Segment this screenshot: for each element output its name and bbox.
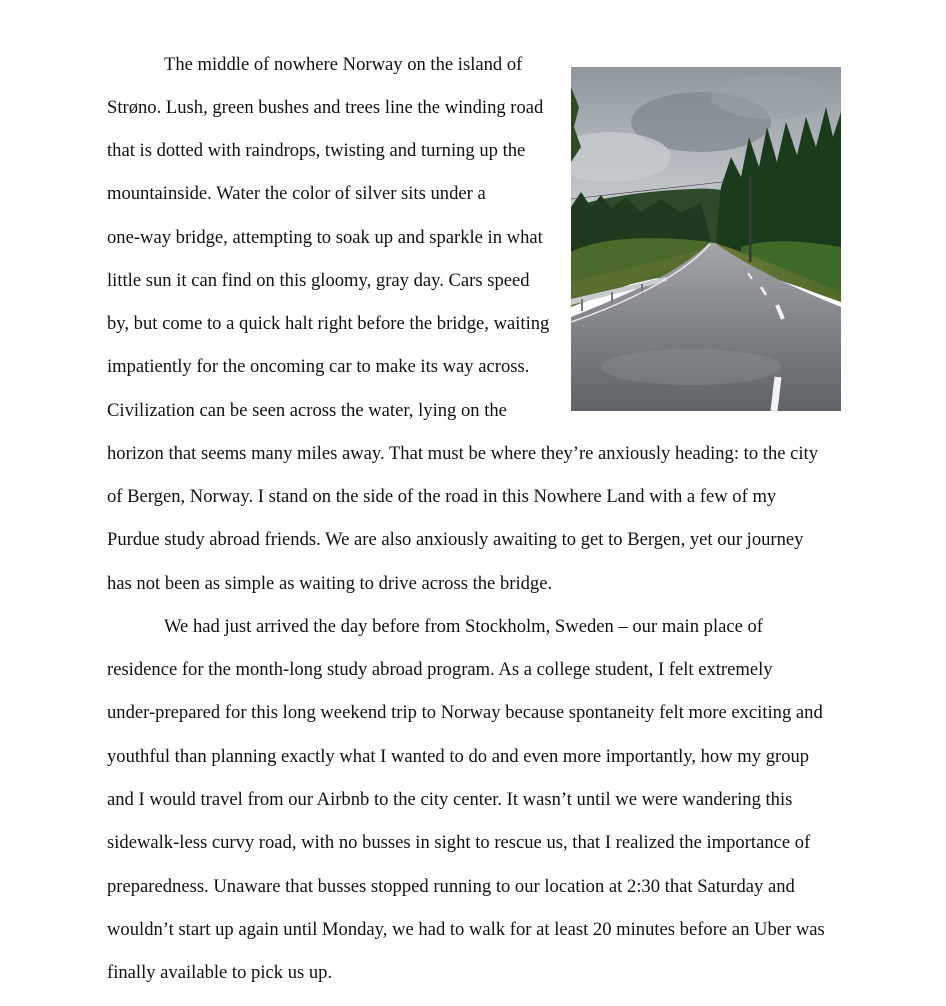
text-line: has not been as simple as waiting to drive across the bridge. (107, 573, 553, 594)
text-line: The middle of nowhere Norway on the island of (164, 54, 523, 75)
text-line: sidewalk-less curvy road, with no busses in sight to rescue us, that I realized the importance of (107, 832, 811, 853)
text-line: and I would travel from our Airbnb to the city center. It wasn’t until we were wandering this (107, 789, 793, 810)
text-line: wouldn’t start up again until Monday, we had to walk for at least 20 minutes before an Uber was (107, 919, 825, 940)
text-line: by, but come to a quick halt right before the bridge, waiting (107, 313, 550, 334)
text-line: Purdue study abroad friends. We are also anxiously awaiting to get to Bergen, yet our journey (107, 529, 804, 550)
text-line: that is dotted with raindrops, twisting and turning up the (107, 140, 526, 161)
text-line: under-prepared for this long weekend trip to Norway because spontaneity felt more exciting and (107, 702, 823, 723)
text-line: finally available to pick us up. (107, 962, 333, 983)
road-photo (571, 67, 841, 411)
text-line: impatiently for the oncoming car to make its way across. (107, 356, 530, 377)
text-line: one-way bridge, attempting to soak up and sparkle in what (107, 227, 543, 248)
text-line: preparedness. Unaware that busses stopped running to our location at 2:30 that Saturday and (107, 876, 795, 897)
text-line: mountainside. Water the color of silver sits under a (107, 183, 486, 204)
text-line: Civilization can be seen across the water, lying on the (107, 400, 507, 421)
text-line: of Bergen, Norway. I stand on the side of the road in this Nowhere Land with a few of my (107, 486, 777, 507)
text-line: horizon that seems many miles away. That must be where they’re anxiously heading: to the city (107, 443, 819, 464)
text-line: youthful than planning exactly what I wanted to do and even more importantly, how my group (107, 746, 810, 767)
text-line: little sun it can find on this gloomy, gray day. Cars speed (107, 270, 530, 291)
text-line: Strøno. Lush, green bushes and trees line the winding road (107, 97, 544, 118)
text-line: We had just arrived the day before from Stockholm, Sweden – our main place of (164, 616, 764, 637)
text-line: residence for the month-long study abroad program. As a college student, I felt extremely (107, 659, 773, 680)
